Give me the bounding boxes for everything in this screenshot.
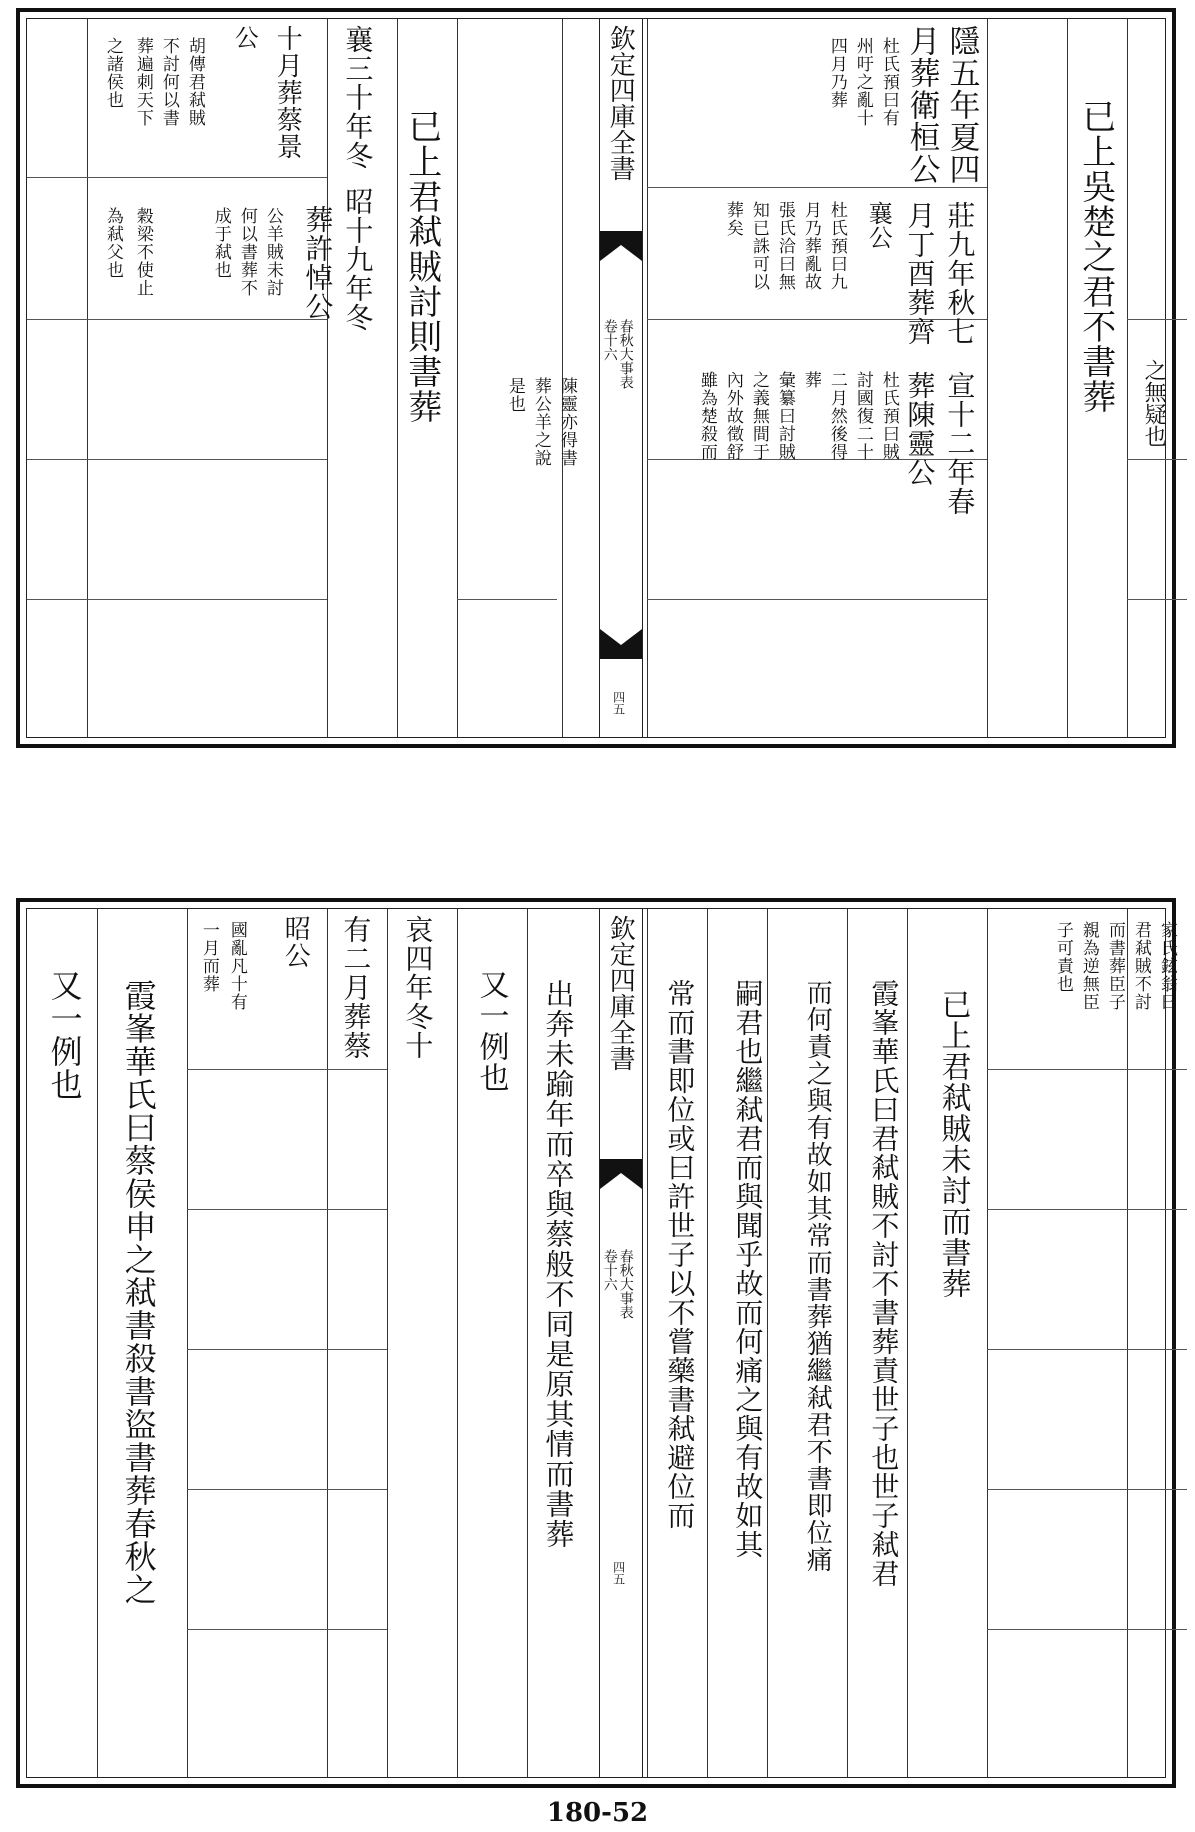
band-page: 四五 xyxy=(611,1561,626,1585)
entry-note: 穀梁不使止 xyxy=(132,207,153,297)
entry-note: 胡傳君弒賊 xyxy=(184,37,205,127)
entry-note: 何以書葬不 xyxy=(236,207,257,297)
page-number: 180-52 xyxy=(546,1798,649,1828)
fish-tail-icon-bottom xyxy=(600,619,642,659)
entry-main: 宣十二年春 xyxy=(943,371,977,516)
center-band xyxy=(599,909,643,1777)
entry-note: 不討何以書 xyxy=(158,37,179,127)
entry-main: 昭十九年冬 xyxy=(341,187,375,332)
entry-note: 二月然後得 xyxy=(826,371,847,461)
center-band xyxy=(599,19,643,737)
entry-note: 彙纂曰討賊 xyxy=(774,371,795,461)
entry-note: 月乃葬亂故 xyxy=(800,201,821,291)
entry-main: 隱五年夏四 xyxy=(943,25,980,185)
entry-note: 州吁之亂十 xyxy=(852,37,873,127)
entry-main: 有二月葬蔡 xyxy=(339,915,373,1060)
entry-main: 襄公 xyxy=(864,201,893,249)
entry-note: 陳靈亦得書 xyxy=(556,377,577,467)
entry-note: 公羊賊未討 xyxy=(262,207,283,297)
entry-note: 杜氏預曰賊 xyxy=(878,371,899,461)
fish-tail-icon xyxy=(600,1159,642,1199)
commentary-line: 霞峯華氏曰君弒賊不討不書葬責世子也世子弒君 xyxy=(867,979,901,1588)
entry-note: 討國復二十 xyxy=(852,371,873,461)
entry-note: 君弒賊不討 xyxy=(1130,921,1151,1011)
band-sub2: 卷十六 xyxy=(601,319,618,361)
entry-main: 公 xyxy=(230,25,259,49)
top-page xyxy=(16,8,1176,748)
entry-note: 是也 xyxy=(504,377,525,413)
bottom-page xyxy=(16,898,1176,1788)
example-label: 又一例也 xyxy=(45,969,84,1101)
entry-note: 子可責也 xyxy=(1052,921,1073,993)
entry-note: 杜氏預曰九 xyxy=(826,201,847,291)
entry-note: 為弒父也 xyxy=(102,207,123,279)
entry-main: 十月葬蔡景 xyxy=(272,25,303,160)
entry-note: 張氏洽曰無 xyxy=(774,201,795,291)
entry-main: 葬許悼公 xyxy=(301,205,335,321)
entry-note: 親為逆無臣 xyxy=(1078,921,1099,1011)
entry-note: 國亂凡十有 xyxy=(226,921,247,1011)
band-sub2: 卷十六 xyxy=(601,1249,618,1291)
entry-note: 家氏鉉翁曰 xyxy=(1156,921,1177,1011)
entry-note: 成于弒也 xyxy=(210,207,231,279)
entry-note: 雖為楚殺而 xyxy=(696,371,717,461)
entry-note: 四月乃葬 xyxy=(826,37,847,109)
entry-note: 而書葬臣子 xyxy=(1104,921,1125,1011)
band-title: 欽定四庫全書 xyxy=(605,25,636,181)
band-sub1: 春秋大事表 xyxy=(617,319,634,389)
entry-note: 葬公羊之說 xyxy=(530,377,551,467)
entry-main: 葬陳靈公 xyxy=(903,371,937,487)
entry-note: 之諸侯也 xyxy=(102,37,123,109)
entry-note: 葬遍刺天下 xyxy=(132,37,153,127)
entry-note: 葬 xyxy=(800,371,821,389)
entry-main: 月葬衛桓公 xyxy=(903,25,940,185)
band-sub1: 春秋大事表 xyxy=(617,1249,634,1319)
section-title: 已上吳楚之君不書葬 xyxy=(1075,99,1116,414)
entry-main: 莊九年秋七 xyxy=(943,201,977,346)
commentary-line: 霞峯華氏曰蔡侯申之弒書殺書盜書葬春秋之 xyxy=(119,979,158,1606)
entry-note: 葬矣 xyxy=(722,201,743,237)
section-title-2: 已上君弒賊討則書葬 xyxy=(401,109,442,424)
entry-note: 內外故徵舒 xyxy=(722,371,743,461)
entry-note: 杜氏預曰有 xyxy=(878,37,899,127)
band-page: 四五 xyxy=(611,691,626,715)
entry-main: 昭公 xyxy=(280,915,311,969)
entry-main: 哀四年冬十 xyxy=(401,915,435,1060)
commentary-line: 嗣君也繼弒君而與聞乎故而何痛之與有故如其 xyxy=(731,979,765,1559)
far-right-note: 之無疑也 xyxy=(1141,359,1167,447)
band-title: 欽定四庫全書 xyxy=(605,915,636,1071)
commentary-line: 出奔未踰年而卒與蔡般不同是原其情而書葬 xyxy=(541,979,576,1549)
commentary-line: 常而書即位或曰許世子以不嘗藥書弒避位而 xyxy=(663,979,697,1530)
entry-main: 月丁酉葬齊 xyxy=(903,201,937,346)
entry-note: 知已誅可以 xyxy=(748,201,769,291)
section-title: 已上君弒賊未討而書葬 xyxy=(935,989,971,1299)
entry-note: 一月而葬 xyxy=(198,921,219,993)
entry-note: 之義無間于 xyxy=(748,371,769,461)
fish-tail-icon xyxy=(600,231,642,271)
entry-main: 襄三十年冬 xyxy=(341,25,375,170)
commentary-line: 而何責之與有故如其常而書葬猶繼弒君不書即位痛 xyxy=(802,979,833,1573)
example-label: 又一例也 xyxy=(473,969,509,1093)
